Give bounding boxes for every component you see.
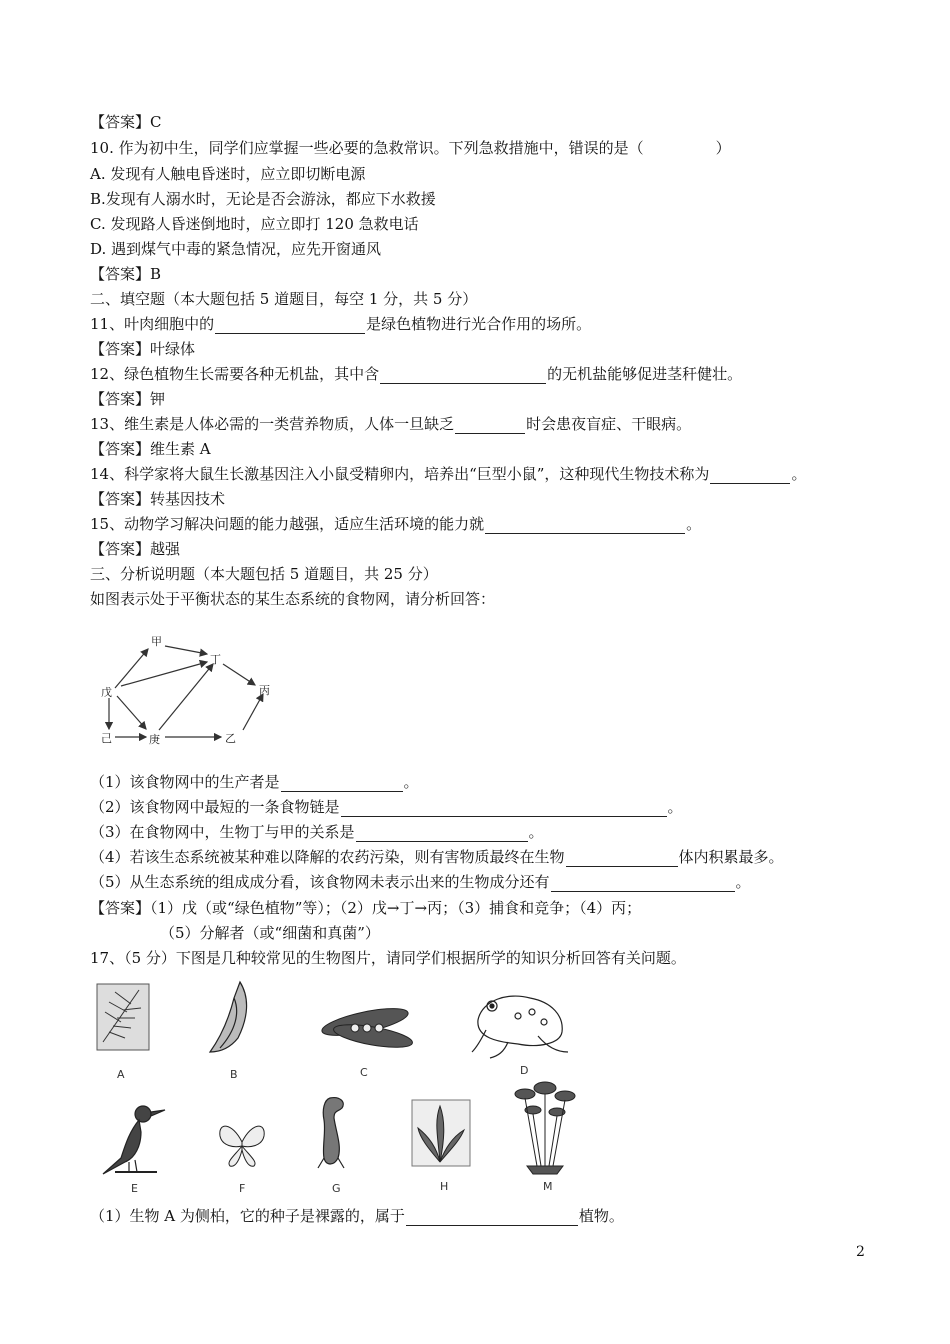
section3-title: 三、分析说明题（本大题包括 5 道题目，共 25 分） (90, 565, 438, 583)
q11-post: 是绿色植物进行光合作用的场所。 (366, 315, 592, 333)
organism-m-mushrooms (505, 1076, 585, 1196)
arrow-wu-geng (117, 696, 146, 729)
mushroom-icon (515, 1082, 575, 1174)
label-d: D (520, 1064, 529, 1077)
q13-answer: 【答案】维生素 A (90, 440, 211, 458)
q14-pre: 14、科学家将大鼠生长激基因注入小鼠受精卵内，培养出“巨型小鼠”，这种现代生物技术称为 (90, 465, 710, 483)
arrow-wu-jia (115, 649, 148, 688)
q16-answer-line1: 【答案】（1）戊（或“绿色植物”等）；（2）戊→丁→丙；（3）捕食和竞争；（4）丙； (90, 899, 642, 917)
q16-s1-pre: （1）该食物网中的生产者是 (90, 773, 280, 791)
organism-h-fern (410, 1098, 480, 1196)
label-e: E (131, 1182, 138, 1195)
organism-f-butterfly (212, 1112, 272, 1196)
node-wu: 戊 (101, 686, 112, 699)
q16-s3-post: 。 (528, 823, 544, 841)
organism-g (300, 1092, 370, 1196)
q10-stem (90, 138, 731, 158)
page-number: 2 (856, 1244, 865, 1260)
q16-sub2 (90, 797, 683, 817)
q15-pre: 15、动物学习解决问题的能力越强，适应生活环境的能力就 (90, 515, 485, 533)
section2-title: 二、填空题（本大题包括 5 道题目，每空 1 分，共 5 分） (90, 290, 478, 308)
q14-post: 。 (791, 465, 807, 483)
q13-post: 时会患夜盲症、干眼病。 (526, 415, 692, 433)
arrow-geng-ding (159, 664, 213, 730)
q17-s1-blank[interactable] (406, 1209, 578, 1226)
organism-b (200, 978, 270, 1088)
q16-s5-pre: （5）从生态系统的组成成分看，该食物网未表示出来的生物成分还有 (90, 873, 550, 891)
q11 (90, 314, 591, 334)
node-ding: 丁 (210, 653, 221, 666)
q12-post: 的无机盐能够促进茎秆健壮。 (547, 365, 743, 383)
label-b: B (230, 1068, 238, 1081)
butterfly-icon (220, 1126, 264, 1166)
q16-s2-blank[interactable] (341, 800, 667, 817)
q12 (90, 364, 742, 384)
q16-s4-blank[interactable] (566, 850, 678, 867)
q11-answer: 【答案】叶绿体 (90, 340, 196, 358)
q12-answer: 【答案】钾 (90, 390, 166, 408)
organism-d-frog (468, 982, 578, 1082)
q14 (90, 464, 806, 484)
node-jia: 甲 (151, 635, 162, 648)
q14-blank[interactable] (710, 467, 790, 484)
q13-pre: 13、维生素是人体必需的一类营养物质，人体一旦缺乏 (90, 415, 455, 433)
arrow-ding-bing (223, 664, 255, 685)
q15 (90, 514, 701, 534)
q16-s4-pre: （4）若该生态系统被某种难以降解的农药污染，则有害物质最终在生物 (90, 848, 565, 866)
creature-icon (318, 1098, 344, 1168)
label-a: A (117, 1068, 125, 1081)
q11-pre: 11、叶肉细胞中的 (90, 315, 215, 333)
q16-answer-line2: （5）分解者（或“细菌和真菌”） (160, 924, 380, 942)
q16-s4-post: 体内积累最多。 (678, 848, 784, 866)
q10-option-d: D. 遇到煤气中毒的紧急情况，应先开窗通风 (90, 240, 382, 258)
bird-icon (103, 1106, 165, 1174)
q10-option-a: A. 发现有人触电昏迷时，应立即切断电源 (90, 165, 366, 183)
q16-s1-blank[interactable] (281, 775, 403, 792)
label-f: F (239, 1182, 246, 1195)
q16-s5-blank[interactable] (551, 875, 735, 892)
q16-s5-post: 。 (735, 873, 751, 891)
q16-s2-pre: （2）该食物网中最短的一条食物链是 (90, 798, 340, 816)
q15-post: 。 (686, 515, 702, 533)
q15-blank[interactable] (485, 517, 685, 534)
q11-blank[interactable] (215, 317, 365, 334)
q16-sub5 (90, 872, 751, 892)
node-geng: 庚 (149, 733, 160, 746)
q12-pre: 12、绿色植物生长需要各种无机盐，其中含 (90, 365, 380, 383)
q16-s3-blank[interactable] (356, 825, 528, 842)
node-ji: 己 (101, 732, 112, 745)
q10-answer: 【答案】B (90, 265, 162, 283)
label-h: H (440, 1180, 449, 1193)
frog-icon (472, 996, 568, 1058)
q16-s2-post: 。 (667, 798, 683, 816)
q10-stem-text: 10. 作为初中生，同学们应掌握一些必要的急救常识。下列急救措施中，错误的是（ (90, 139, 644, 157)
q13-blank[interactable] (455, 417, 525, 434)
q14-answer: 【答案】转基因技术 (90, 490, 226, 508)
q9-answer: 【答案】C (90, 113, 162, 131)
pea-pod-icon (320, 1003, 414, 1052)
label-g: G (332, 1182, 341, 1195)
q16-sub3 (90, 822, 544, 842)
q12-blank[interactable] (380, 367, 546, 384)
q10-option-c: C. 发现路人昏迷倒地时，应立即打 120 急救电话 (90, 215, 419, 233)
organism-a-platycladus (95, 982, 155, 1086)
cypress-branch-icon (97, 984, 149, 1050)
q13 (90, 414, 691, 434)
label-m: M (543, 1180, 553, 1193)
arrow-yi-bing (243, 694, 263, 730)
node-bing: 丙 (259, 684, 270, 697)
q16-intro: 如图表示处于平衡状态的某生态系统的食物网，请分析回答： (90, 590, 496, 608)
label-c: C (360, 1066, 368, 1079)
q17-sub1 (90, 1206, 624, 1226)
food-web-diagram (95, 630, 295, 750)
node-yi: 乙 (225, 732, 236, 745)
q17-intro: 17、（5 分）下图是几种较常见的生物图片，请同学们根据所学的知识分析回答有关问题。 (90, 949, 686, 967)
arrow-jia-ding (165, 646, 207, 654)
q10-stem-end: ） (715, 139, 731, 157)
q17-s1-pre: （1）生物 A 为侧柏，它的种子是裸露的，属于 (90, 1207, 405, 1225)
plant-seedling-icon (210, 982, 247, 1052)
q10-option-b: B.发现有人溺水时，无论是否会游泳，都应下水救援 (90, 190, 436, 208)
q16-sub1 (90, 772, 419, 792)
q15-answer: 【答案】越强 (90, 540, 181, 558)
q16-s1-post: 。 (403, 773, 419, 791)
q17-s1-post: 植物。 (578, 1207, 624, 1225)
organism-e-bird (95, 1098, 175, 1198)
q16-s3-pre: （3）在食物网中，生物丁与甲的关系是 (90, 823, 355, 841)
organism-c-pea-pods (315, 992, 425, 1082)
fern-icon (412, 1100, 470, 1166)
q16-sub4 (90, 847, 784, 867)
